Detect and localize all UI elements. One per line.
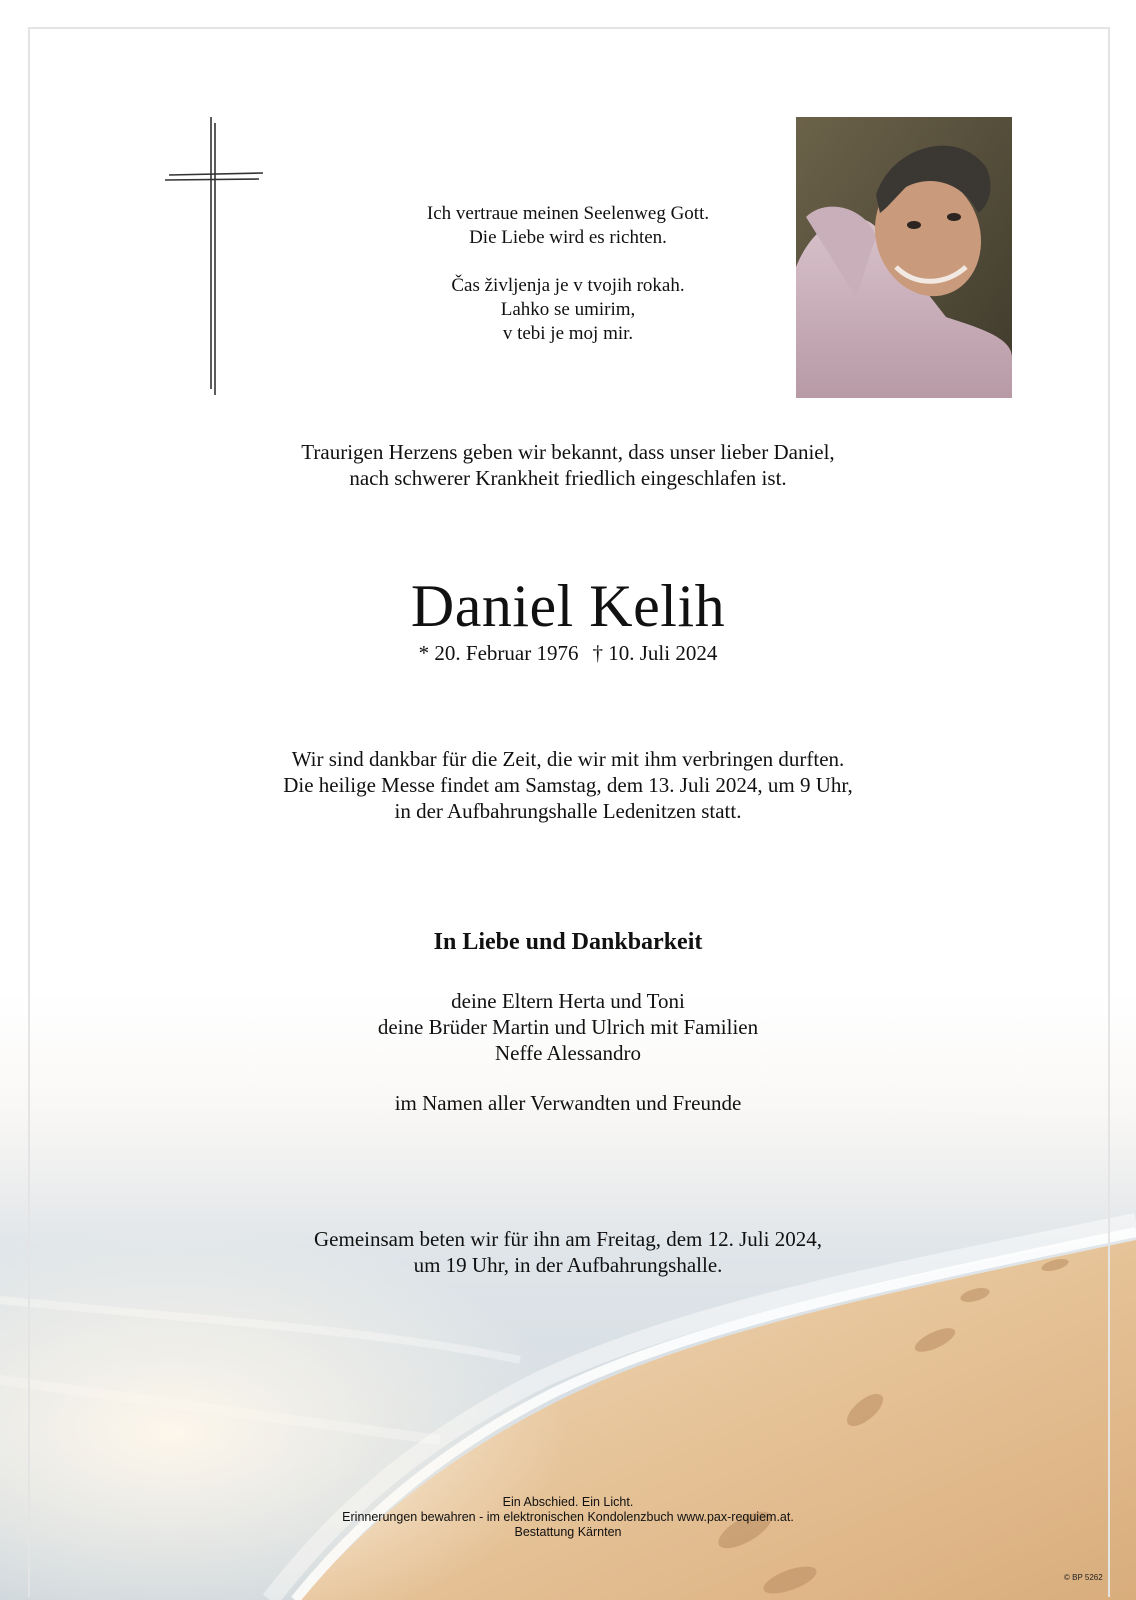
footer-line: Bestattung Kärnten (514, 1525, 622, 1539)
verse-line: v tebi je moj mir. (502, 323, 634, 344)
deceased-name: Daniel Kelih (410, 573, 726, 639)
mourner-line: deine Eltern Herta und Toni (451, 989, 685, 1013)
prayer-notice (0, 1226, 1136, 1278)
footer-line: Erinnerungen bewahren - im elektronischen Kondolenzbuch www.pax-requiem.at. (342, 1510, 794, 1524)
life-dates (0, 640, 1136, 666)
verse-block (0, 202, 1136, 346)
birth-date: * 20. Februar 1976 (418, 641, 579, 665)
mass-notice (0, 746, 1136, 824)
footer-line: Ein Abschied. Ein Licht. (502, 1495, 634, 1509)
mourners-closing: im Namen aller Verwandten und Freunde (394, 1091, 742, 1115)
print-code: © BP 5262 (1064, 1573, 1103, 1582)
mourners-heading: In Liebe und Dankbarkeit (433, 929, 703, 955)
announcement-line: nach schwerer Krankheit friedlich eingeschlafen ist. (349, 466, 787, 490)
verse-line: Die Liebe wird es richten. (469, 227, 667, 248)
mass-notice-line: Wir sind dankbar für die Zeit, die wir mit ihm verbringen durften. (291, 747, 845, 771)
mourner-line: Neffe Alessandro (495, 1041, 641, 1065)
death-date: † 10. Juli 2024 (592, 641, 718, 665)
verse-line: Čas življenja je v tvojih rokah. (451, 275, 685, 296)
prayer-line: Gemeinsam beten wir für ihn am Freitag, dem 12. Juli 2024, (314, 1227, 822, 1251)
mourners-list (0, 988, 1136, 1066)
mourner-line: deine Brüder Martin und Ulrich mit Familien (377, 1015, 759, 1039)
mass-notice-line: Die heilige Messe findet am Samstag, dem 13. Juli 2024, um 9 Uhr, (283, 773, 853, 797)
mass-notice-line: in der Aufbahrungshalle Ledenitzen statt. (394, 799, 742, 823)
prayer-line: um 19 Uhr, in der Aufbahrungshalle. (413, 1253, 723, 1277)
footer (0, 1495, 1136, 1540)
announcement (0, 439, 1136, 491)
announcement-line: Traurigen Herzens geben wir bekannt, dass unser lieber Daniel, (301, 440, 835, 464)
verse-line: Lahko se umirim, (500, 299, 636, 320)
verse-line: Ich vertraue meinen Seelenweg Gott. (426, 203, 710, 224)
